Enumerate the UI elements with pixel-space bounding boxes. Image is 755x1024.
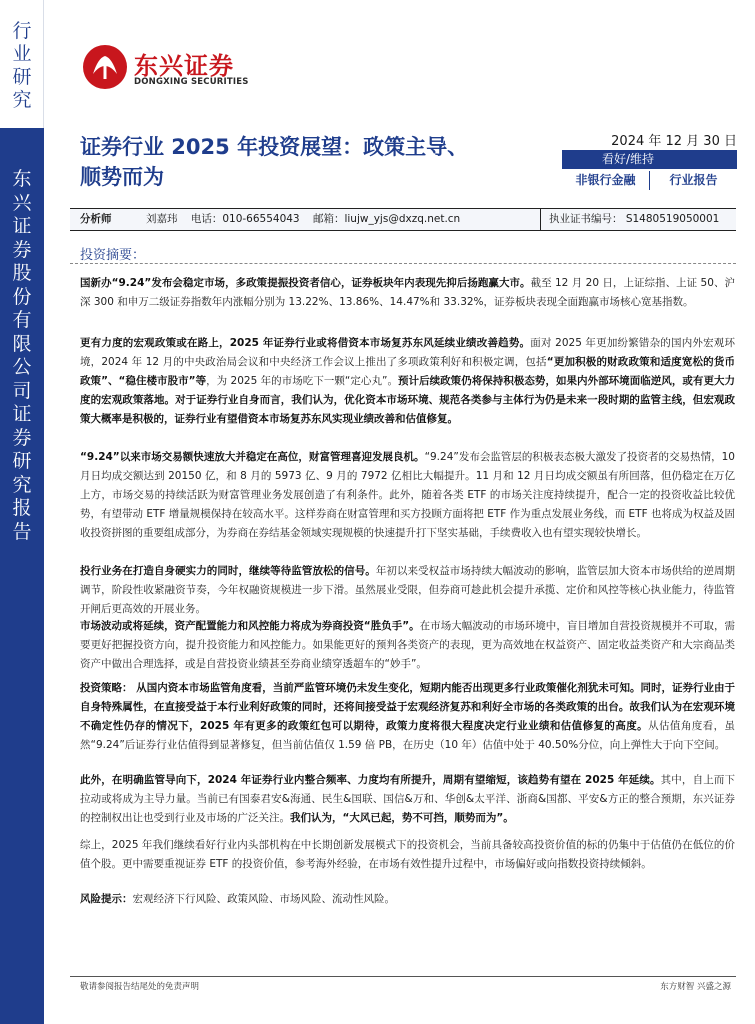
sidebar-institution-label: 东兴证券股份有限公司证券研究报告 xyxy=(12,168,32,543)
analyst-contact xyxy=(146,209,470,230)
paragraph-emphasis: 预计后续政策仍将保持积极态势，如果内外部环境面临逆风，或有更大力度的宏观政策落地。对于证券行业自身而言，我们认为，优化资本市场环境、规范各类参与主体行为仍是未来一段时期的监管主线，但宏观政策大概率是积极的，证券行业有望借资本市场复苏东风实现业绩改善和估值修复。 xyxy=(80,375,736,425)
paragraph-text: 综上，2025 年我们继续看好行业内头部机构在中长期创新发展模式下的投资机会，当前具备较高投资价值的标的仍集中于估值仍在低位的价值个股。更中需要重视证券 ETF 的投资价值，参考海外经验，在市场有效性提升过程中，市场偏好或向指数投资持续倾斜。 xyxy=(80,839,735,870)
risk-warning xyxy=(80,890,735,909)
paragraph-text: 截至 12 月 20 日，上证综指、上证 50、沪深 300 和申万二级证券指数年内涨幅分别为 13.22%、13.86%、14.47%和 33.32%，证券板块表现全面跑赢市场核心宽基指数。 xyxy=(80,277,735,308)
summary-paragraph-5 xyxy=(80,617,735,674)
paragraph-text: 年初以来受权益市场持续大幅波动的影响，监管层加大资本市场供给的逆周期调节，阶段性收紧融资节奏，今年权融资规模进一步下滑。虽然展业受限，但券商可趁此机会提升承揽、定价和风控等核心执业能力，待监管开闸后更高效的开展业务。 xyxy=(80,565,736,615)
analyst-phone: 电话：010-66554043 xyxy=(190,213,300,225)
tag-report-type: 行业报告 xyxy=(649,171,737,190)
footer-disclaimer: 敬请参阅报告结尾处的免责声明 xyxy=(80,982,200,992)
paragraph-lead: 更有力度的宏观政策或在路上，2025 年证券行业或将借资本市场复苏东风延续业绩改善趋势。 xyxy=(80,337,531,349)
investment-strategy-paragraph xyxy=(80,679,735,755)
paragraph-lead: 投资策略： 从国内资本市场监管角度看，当前严监管环境仍未发生变化，短期内能否出现更多行业政策催化剂犹未可知。同时，证券行业由于自身特殊属性，在直接受益于本行业利好政策的同时，还将间接受益于宏观经济复苏和利好全市场的各类政策的出台。故我们认为在宏观环境不确定性仍存的情况下，2025 年有更多的政策红包可以期待，政策力度将很大程度决定行业业绩和估值修复的高度。 xyxy=(80,682,735,732)
analyst-bar xyxy=(70,208,736,231)
report-title-line1: 证券行业 2025 年投资展望：政策主导、 xyxy=(80,135,469,159)
company-logo xyxy=(82,44,262,94)
summary-paragraph-8 xyxy=(80,836,735,874)
summary-paragraph-4 xyxy=(80,562,735,619)
paragraph-lead: 投行业务在打造自身硬实力的同时，继续等待监管放松的信号。 xyxy=(80,565,376,577)
risk-label: 风险提示： xyxy=(80,893,133,905)
paragraph-text: 从估值角度看，虽然“9.24”后证券行业估值得到显著修复，但当前估值仅 1.59 倍 PB，在历史（10 年）估值中处于 40.50%分位，向上弹性大于向下空间。 xyxy=(80,720,735,751)
report-tags xyxy=(562,171,737,190)
report-title-line2: 顺势而为 xyxy=(80,165,164,189)
paragraph-lead: 市场波动或将延续，资产配置能力和风控能力将成为券商投资“胜负手”。 xyxy=(80,620,420,632)
analyst-label: 分析师 xyxy=(80,213,112,225)
summary-paragraph-7 xyxy=(80,771,735,828)
footer-slogan: 东方财智 兴盛之源 xyxy=(660,982,731,992)
logo-name-en: DONGXING SECURITIES xyxy=(134,77,249,87)
sidebar-category-label: 行业研究 xyxy=(12,20,32,111)
summary-divider xyxy=(70,263,736,264)
tag-sector: 非银行金融 xyxy=(575,173,636,187)
paragraph-text: 面对 2025 年更加纷繁错杂的国内外宏观环境，2024 年 12 月的中央政治局会议和中央经济工作会议上推出了多项政策利好和积极定调，包括 xyxy=(80,337,735,368)
sidebar-institution-panel xyxy=(0,128,44,1024)
analyst-name: 刘嘉玮 xyxy=(146,213,178,225)
paragraph-emphasis: 我们认为，“大风已起，势不可挡，顺势而为”。 xyxy=(290,812,514,824)
paragraph-lead: 国新办“9.24”发布会稳定市场，多政策提振投资者信心，证券板块年内表现先抑后扬跑赢大市。 xyxy=(80,277,531,289)
logo-name-cn: 东兴证券 xyxy=(134,52,234,80)
summary-heading: 投资摘要： xyxy=(80,248,146,263)
report-date: 2024 年 12 月 30 日 xyxy=(611,134,737,149)
summary-paragraph-1 xyxy=(80,274,735,312)
sidebar-category-panel xyxy=(0,0,44,128)
report-info-box xyxy=(562,128,737,190)
dongxing-logo-icon xyxy=(82,44,128,90)
paragraph-emphasis: “更加积极的财政政策和适度宽松的货币政策”、“稳住楼市股市”等 xyxy=(80,356,736,387)
paragraph-lead: “9.24”以来市场交易额快速放大并稳定在高位，财富管理喜迎发展良机。 xyxy=(80,451,425,463)
analyst-certificate: 执业证书编号： S1480519050001 xyxy=(540,209,719,230)
paragraph-text: ，为 2025 年的市场吃下一颗“定心丸”。 xyxy=(206,375,398,387)
report-title xyxy=(80,132,550,192)
paragraph-lead: 此外，在明确监管导向下，2024 年证券行业内整合频率、力度均有所提升，周期有望缩短，该趋势有望在 2025 年延续。 xyxy=(80,774,661,786)
rating-badge: 看好/维持 xyxy=(562,150,737,169)
summary-paragraph-3 xyxy=(80,448,735,543)
summary-paragraph-2 xyxy=(80,334,735,429)
paragraph-text: “9.24”发布会监管层的积极表态极大激发了投资者的交易热情，10 月日均成交额达到 20150 亿，和 8 月的 5973 亿、9 月的 7972 亿相比大幅提升。11 月和 12 月日均成交额虽有所回落，但仍稳定在万亿上方，市场交易的持续活跃为财富管理业务发展创造了有利条件。此外，随着各类 ETF 的市场关注度持续提升，配合一定的投资收益比较优势，有望带动 ETF 增量规模保持在较高水平。这样券商在财富管理和买方投顾方面将把 ETF 作为重点发展业务线，而 ETF 也将成为权益及固收投资拼图的重要组成部分，为券商在券结基金领域实现规模的快速提升打下坚实基础，手续费收入也有望实现较快增长。 xyxy=(80,451,735,539)
analyst-email[interactable]: 邮箱：liujw_yjs@dxzq.net.cn xyxy=(312,213,461,225)
risk-text: 宏观经济下行风险、政策风险、市场风险、流动性风险。 xyxy=(132,893,395,905)
paragraph-text: 其中，自上而下拉动或将成为主导力量。当前已有国泰君安&海通、民生&国联、国信&万和、华创&太平洋、浙商&国都、平安&方正的整合预期，东兴证券的控制权出让也受到行业及市场的广泛关注。 xyxy=(80,774,735,824)
paragraph-text: 在市场大幅波动的市场环境中，盲目增加自营投资规模并不可取，需要更好把握投资方向，提升投资能力和风控能力。如果能更好的预判各类资产的表现，更为高效地在权益资产、固定收益类资产和大宗商品类资产中做出合理选择，或是自营投资业绩甚至券商业绩穿透超车的“妙手”。 xyxy=(80,620,735,670)
footer-divider xyxy=(70,976,736,977)
